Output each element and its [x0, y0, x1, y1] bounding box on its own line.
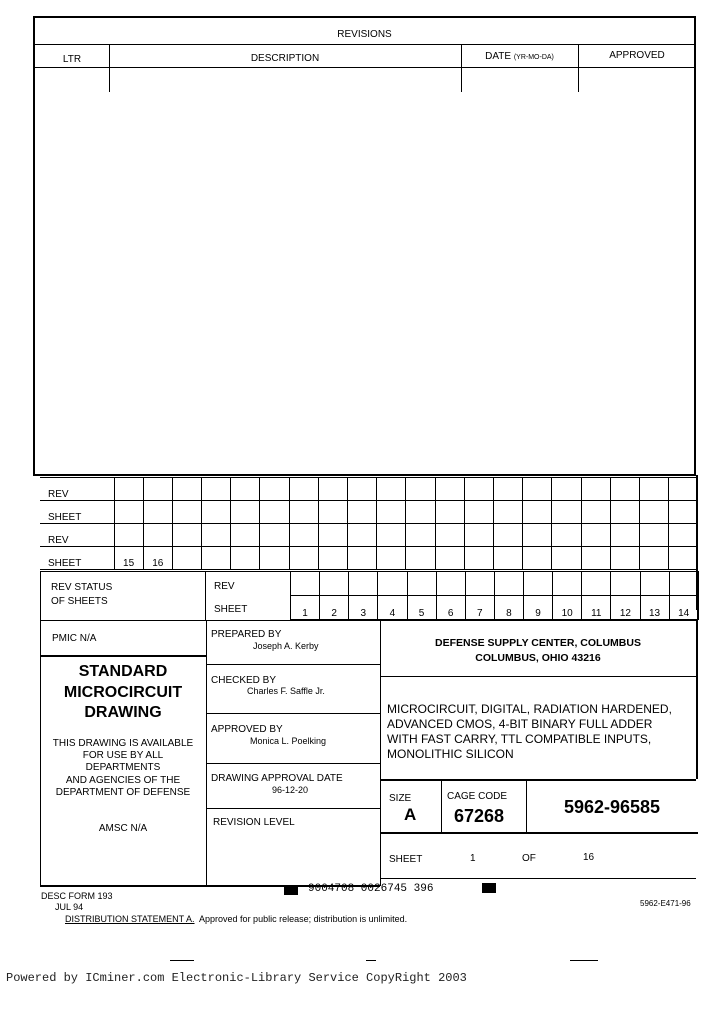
rev-status-grid: [290, 571, 699, 620]
sheet-number: 9: [524, 596, 553, 620]
distribution-statement: DISTRIBUTION STATEMENT A. Approved for public release; distribution is unlimited.: [65, 914, 408, 924]
sheet-number: 5: [407, 596, 436, 620]
col-date-header: DATE (YR-MO-DA): [485, 51, 554, 62]
sheet-number: 4: [378, 596, 407, 620]
device-title: MICROCIRCUIT, DIGITAL, RADIATION HARDENED, ADVANCED CMOS, 4-BIT BINARY FULL ADDER WITH FAST CARRY, TTL COMPATIBLE INPUTS, MONOLITHIC SILICON: [387, 702, 672, 761]
size-value: A: [404, 805, 417, 824]
cage-code-value: 67268: [454, 806, 505, 826]
revisions-title: REVISIONS: [337, 29, 392, 40]
barcode-mark-left: [284, 886, 298, 895]
smd-title: STANDARD MICROCIRCUIT DRAWING: [63, 663, 183, 721]
sheet-number: 6: [436, 596, 465, 620]
drawing-number: 5962-96585: [563, 797, 661, 817]
rev-row: REV: [40, 478, 698, 501]
rev-status-rev-label: REV: [214, 581, 235, 592]
sheet-number-current: 1: [470, 853, 476, 864]
form-id: 5962-E471-96: [640, 899, 691, 908]
form-number: DESC FORM 193 JUL 94: [41, 891, 113, 912]
sheet-number: 7: [465, 596, 494, 620]
rev-status-sheet-label: SHEET: [214, 604, 248, 615]
size-label: SIZE: [389, 793, 412, 804]
approval-date-label: DRAWING APPROVAL DATE: [211, 773, 343, 784]
availability-statement: THIS DRAWING IS AVAILABLE FOR USE BY ALL DEPARTMENTS AND AGENCIES OF THE DEPARTMENT OF DEFENSE: [52, 738, 194, 798]
prepared-by-name: Joseph A. Kerby: [253, 641, 319, 651]
agency-address: DEFENSE SUPPLY CENTER, COLUMBUS COLUMBUS, OHIO 43216: [435, 637, 641, 664]
sheet-number: 10: [553, 596, 582, 620]
revision-level-label: REVISION LEVEL: [213, 817, 295, 828]
cage-code-label: CAGE CODE: [447, 791, 508, 802]
sheet-row: SHEET: [40, 501, 698, 524]
checked-by-name: Charles F. Saffle Jr.: [247, 686, 325, 696]
checked-by-label: CHECKED BY: [211, 675, 277, 686]
pmic-label: PMIC N/A: [52, 633, 97, 644]
sheet-number: 11: [582, 596, 611, 620]
sheet-number: 3: [349, 596, 378, 620]
barcode-text: 9004708 0026745 396: [308, 883, 434, 895]
of-label: OF: [522, 853, 536, 864]
revisions-block: [33, 16, 696, 476]
sheet-number: 12: [611, 596, 640, 620]
col-ltr-header: LTR: [62, 54, 82, 65]
sheet-label: SHEET: [389, 854, 423, 865]
sheet-row: SHEET 15 16: [40, 547, 698, 570]
sheet-number: 13: [640, 596, 669, 620]
col-description-header: DESCRIPTION: [250, 53, 320, 64]
approval-date-value: 96-12-20: [272, 785, 309, 795]
sheet-number: 8: [494, 596, 523, 620]
prepared-by-label: PREPARED BY: [211, 629, 282, 640]
rev-status-title: REV STATUS OF SHEETS: [51, 582, 113, 607]
rev-sheet-grid: [40, 477, 698, 570]
col-approved-header: APPROVED: [609, 50, 665, 61]
approved-by-label: APPROVED BY: [211, 724, 283, 735]
rev-row: REV: [40, 524, 698, 547]
approved-by-name: Monica L. Poelking: [250, 736, 327, 746]
amsc-label: AMSC N/A: [98, 823, 148, 834]
sheet-total: 16: [583, 852, 595, 863]
sheet-number: 2: [320, 596, 349, 620]
sheet-number: 14: [669, 596, 698, 620]
barcode-mark-right: [482, 883, 496, 893]
sheet-number: 1: [291, 596, 320, 620]
powered-by-watermark: Powered by ICminer.com Electronic-Library Service CopyRight 2003: [6, 971, 467, 985]
